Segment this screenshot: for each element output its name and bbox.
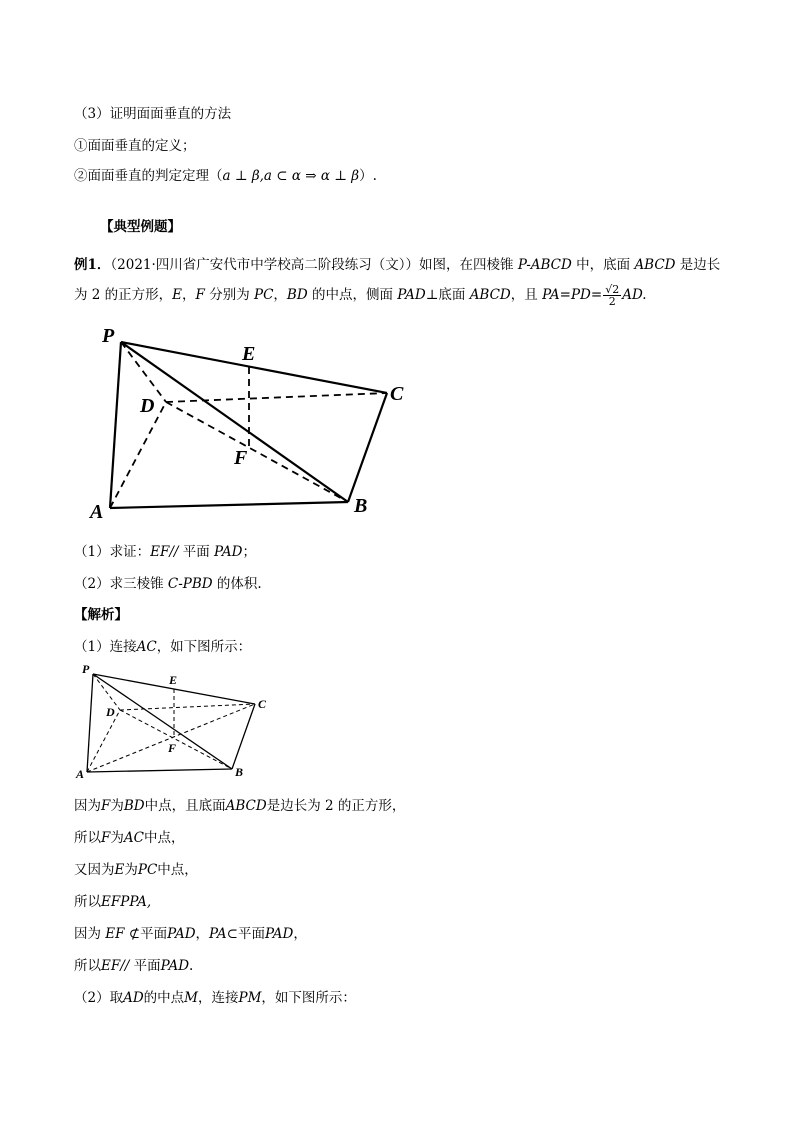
solution-line-4: 所以EFPPA, xyxy=(74,894,152,910)
solution-line-1: 因为F为BD中点，且底面ABCD是边长为 2 的正方形， xyxy=(74,798,406,814)
label-B-small: B xyxy=(235,765,244,779)
analysis-heading: 【解析】 xyxy=(74,607,128,623)
question-1: （1）求证：EF// 平面 PAD； xyxy=(74,544,256,560)
label-E: E xyxy=(242,343,256,365)
label-P-small: P xyxy=(82,662,90,676)
method-item-1: ①面面垂直的定义； xyxy=(74,138,196,154)
example1-line1: 例1．（2021·四川省广安代市中学校高二阶段练习（文））如图，在四棱锥 P-ABCD 中，底面 ABCD 是边长 xyxy=(74,257,721,273)
label-D-small: D xyxy=(106,705,115,719)
solution-step-2: （2）取AD的中点M，连接PM，如下图所示： xyxy=(74,990,356,1006)
solution-step-1: （1）连接AC，如下图所示： xyxy=(74,639,252,655)
theorem-formula: a ⊥ β,a ⊂ α ⇒ α ⊥ β xyxy=(222,168,360,184)
label-F: F xyxy=(234,447,248,469)
pyramid-figure-small xyxy=(74,660,274,782)
example1-line2: 为 2 的正方形，E，F 分别为 PC，BD 的中点，侧面 PAD⊥底面 ABCD，且 PA=PD= $\frac{√2}{2}$ AD. xyxy=(74,283,647,308)
pyramid-figure-large xyxy=(84,320,424,525)
label-P: P xyxy=(102,325,115,347)
label-B: B xyxy=(354,495,368,517)
solution-line-6: 所以EF// 平面PAD. xyxy=(74,958,194,974)
method-heading: （3）证明面面垂直的方法 xyxy=(74,106,232,122)
label-A: A xyxy=(90,501,104,523)
examples-heading: 【典型例题】 xyxy=(100,219,181,235)
label-A-small: A xyxy=(76,767,85,781)
solution-line-3: 又因为E为PC中点， xyxy=(74,862,198,878)
method-item-2: ②面面垂直的判定定理（a ⊥ β,a ⊂ α ⇒ α ⊥ β）. xyxy=(74,168,377,184)
label-D: D xyxy=(140,395,155,417)
label-C-small: C xyxy=(258,697,267,711)
sqrt2-over-2-fraction: $\frac{√2}{2}$ xyxy=(605,283,620,308)
label-C: C xyxy=(390,383,404,405)
question-2: （2）求三棱锥 C-PBD 的体积. xyxy=(74,576,262,592)
example-label: 例1． xyxy=(74,257,111,273)
solution-line-5: 因为 EF ⊄平面PAD，PA⊂平面PAD， xyxy=(74,926,307,942)
label-F-small: F xyxy=(168,741,177,755)
solution-line-2: 所以F为AC中点， xyxy=(74,830,185,846)
label-E-small: E xyxy=(169,673,178,687)
